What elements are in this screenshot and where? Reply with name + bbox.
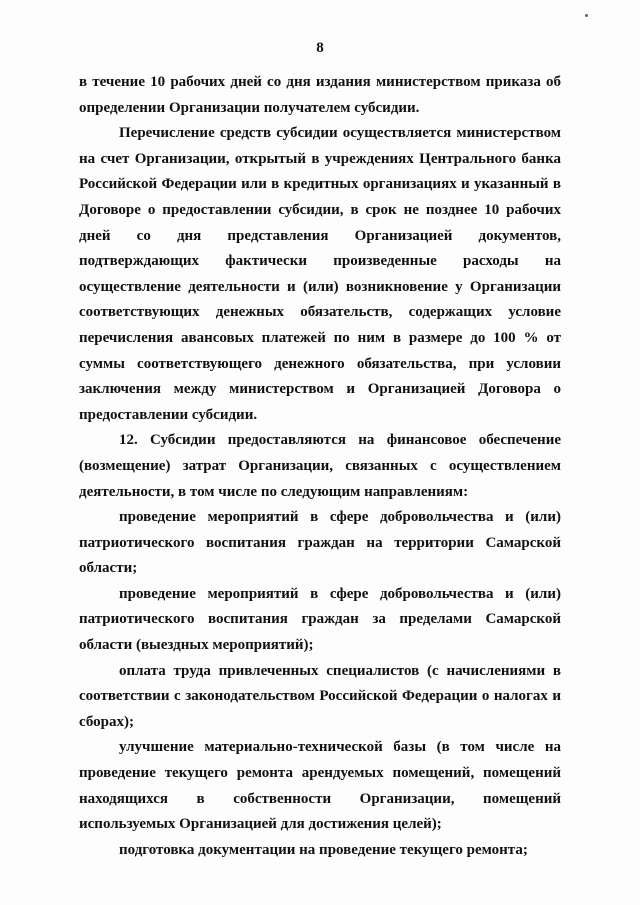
- document-body: [79, 70, 561, 863]
- paragraph-continuation: в течение 10 рабочих дней со дня издания министерством приказа об определении Организации получателем субсидии.: [79, 74, 561, 116]
- scan-speck: [585, 14, 588, 17]
- paragraph-item-12: 12. Субсидии предоставляются на финансовое обеспечение (возмещение) затрат Организации, связанных с осуществлением деятельности, в том числе по следующим направлениям:: [79, 432, 561, 500]
- list-item-events-outside-region: проведение мероприятий в сфере добровольчества и (или) патриотического воспитания граждан за пределами Самарской области (выездных мероприятий);: [79, 585, 561, 654]
- page-number: 8: [316, 40, 324, 56]
- list-item-repair-docs: подготовка документации на проведение текущего ремонта;: [119, 841, 528, 858]
- list-item-specialist-pay: оплата труда привлеченных специалистов (с начислениями в соответствии с законодательством Российской Федерации о налогах и сборах);: [79, 662, 561, 730]
- list-item-material-base: улучшение материально-технической базы (в том числе на проведение текущего ремонта арендуемых помещений, помещений находящихся в собственности Организации, помещений используемых Организацией для достижения целей);: [79, 739, 561, 833]
- list-item-events-in-region: проведение мероприятий в сфере добровольчества и (или) патриотического воспитания граждан на территории Самарской области;: [79, 509, 561, 577]
- paragraph-transfer-terms: Перечисление средств субсидии осуществляется министерством на счет Организации, открытый в учреждениях Центрального банка Российской Федерации или в кредитных организациях и указанный в Договоре о предоставлении субсидии, в срок не позднее 10 рабочих дней со дня представления Организацией документов, подтверждающих фактически произведенные расходы на осуществление деятельности и (или) возникновение у Организации соответствующих денежных обязательств, содержащих условие перечисления авансовых платежей по ним в размере до 100 % от суммы соответствующего денежного обязательства, при условии заключения между министерством и Организацией Договора о предоставлении субсидии.: [79, 125, 561, 423]
